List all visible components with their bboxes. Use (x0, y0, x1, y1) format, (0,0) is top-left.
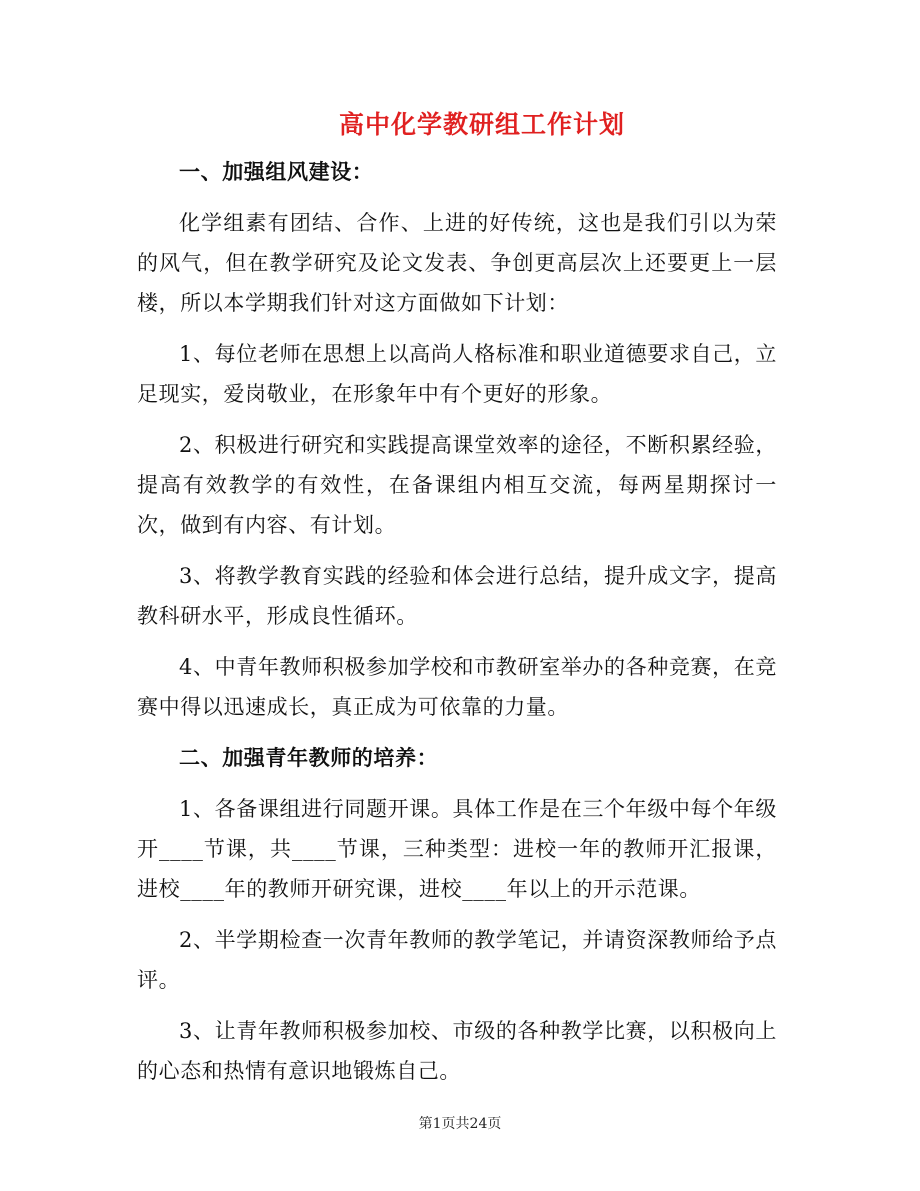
list-item-2-2: 2、半学期检查一次青年教师的教学笔记，并请资深教师给予点评。 (137, 928, 777, 992)
list-item-1-2: 2、积极进行研究和实践提高课堂效率的途径，不断积累经验，提高有效教学的有效性，在备课组内相互交流，每两星期探讨一次，做到有内容、有计划。 (137, 433, 777, 537)
document-title: 高中化学教研组工作计划 (338, 110, 625, 139)
page-number-footer: 第1页共24页 (418, 1116, 502, 1132)
paragraph-intro: 化学组素有团结、合作、上进的好传统，这也是我们引以为荣的风气，但在教学研究及论文发表、争创更高层次上还要更上一层楼，所以本学期我们针对这方面做如下计划： (137, 211, 777, 315)
section-heading-2: 二、加强青年教师的培养： (179, 745, 439, 770)
list-item-2-3: 3、让青年教师积极参加校、市级的各种教学比赛，以积极向上的心态和热情有意识地锻炼自己。 (137, 1019, 777, 1083)
document-body (137, 152, 777, 1102)
list-item-1-3: 3、将教学教育实践的经验和体会进行总结，提升成文字，提高教科研水平，形成良性循环。 (137, 564, 777, 628)
list-item-1-4: 4、中青年教师积极参加学校和市教研室举办的各种竞赛，在竞赛中得以迅速成长，真正成为可依靠的力量。 (137, 655, 777, 719)
list-item-1-1: 1、每位老师在思想上以高尚人格标准和职业道德要求自己，立足现实，爱岗敬业，在形象年中有个更好的形象。 (137, 342, 777, 406)
section-heading-1: 一、加强组风建设： (179, 159, 374, 184)
list-item-2-1: 1、各备课组进行同题开课。具体工作是在三个年级中每个年级开____节课，共____节课，三种类型：进校一年的教师开汇报课，进校____年的教师开研究课，进校____年以上的开示范课。 (137, 797, 777, 901)
